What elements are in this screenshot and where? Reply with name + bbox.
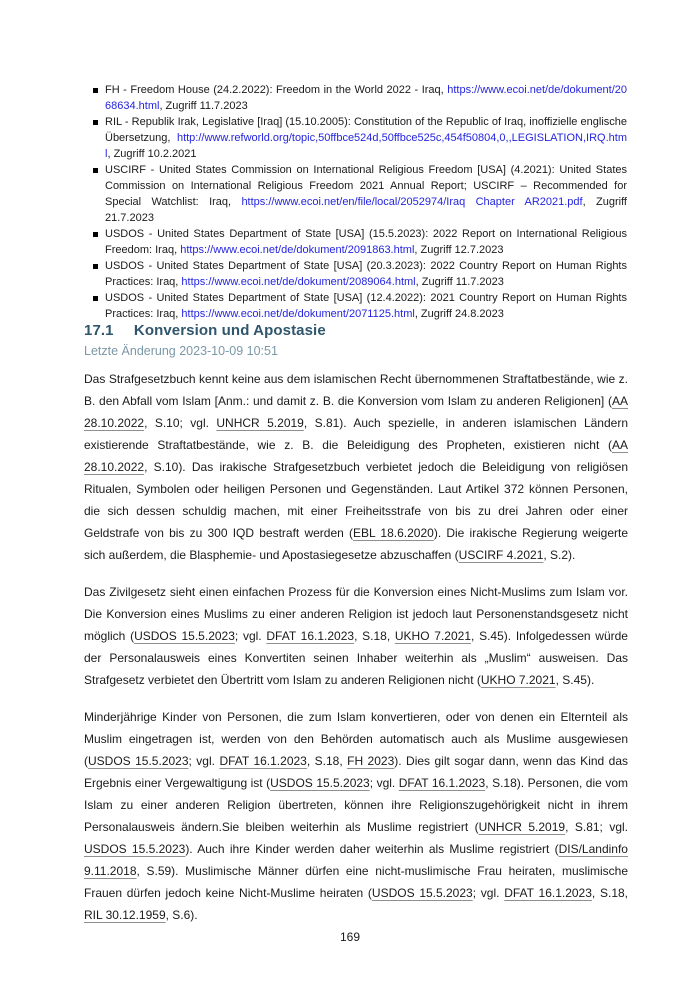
url-hyperlink[interactable]: https://www.ecoi.net/de/dokument/2091863.html xyxy=(180,244,415,256)
citation-link[interactable]: AA 28.10.2022 xyxy=(84,438,628,474)
url-hyperlink[interactable]: http://www.refworld.org/topic,50ffbce524d,50ffbce525c,454f50804,0,,LEGISLATION,IRQ.html xyxy=(105,132,627,160)
text-segment: , Zugriff 24.8.2023 xyxy=(414,308,504,320)
reference-item xyxy=(93,162,627,226)
text-segment: Das Strafgesetzbuch kennt keine aus dem islamischen Recht übernommenen Straftatbestände, wie z. B. den Abfall vom Islam [Anm.: und damit z. B. die Konversion vom Islam zu anderen Religionen] ( xyxy=(84,372,628,408)
url-hyperlink[interactable]: https://www.ecoi.net/en/file/local/2052974/Iraq Chapter AR2021.pdf xyxy=(241,196,583,208)
url-hyperlink[interactable]: https://www.ecoi.net/de/dokument/2089064.html xyxy=(181,276,416,288)
text-segment: , Zugriff 10.2.2021 xyxy=(107,148,197,160)
reference-text xyxy=(105,260,627,288)
body-paragraph xyxy=(84,368,628,566)
reference-item xyxy=(93,82,627,114)
text-segment: , Zugriff 11.7.2023 xyxy=(159,100,248,112)
reference-item xyxy=(93,114,627,162)
reference-text xyxy=(105,116,627,160)
citation-link[interactable]: UNHCR 5.2019 xyxy=(216,416,304,430)
citation-link[interactable]: EBL 18.6.2020 xyxy=(353,526,434,540)
text-segment: , S.18, xyxy=(354,629,395,643)
text-segment: FH - Freedom House (24.2.2022): Freedom in the World 2022 - Iraq, xyxy=(105,84,448,96)
reference-text xyxy=(105,84,627,112)
square-bullet-icon xyxy=(93,296,98,301)
citation-link[interactable]: DIS/Landinfo 9.11.2018 xyxy=(84,842,628,878)
square-bullet-icon xyxy=(93,168,98,173)
reference-item xyxy=(93,226,627,258)
citation-link[interactable]: USCIRF 4.2021 xyxy=(458,548,544,562)
square-bullet-icon xyxy=(93,120,98,125)
text-segment: , S.6). xyxy=(165,908,198,922)
reference-item xyxy=(93,290,627,322)
text-segment: ). Die irakische Regierung weigerte sich außerdem, die Blasphemie- und Apostasiegesetze abzuschaffen ( xyxy=(84,526,629,562)
text-segment: ; vgl. xyxy=(472,886,505,900)
citation-link[interactable]: DFAT 16.1.2023 xyxy=(219,754,307,768)
text-segment: USDOS - United States Department of State [USA] (12.4.2022): 2021 Country Report on Human Rights Practices: Iraq, xyxy=(105,292,627,320)
text-segment: , S.81; vgl. xyxy=(565,820,628,834)
text-segment: , S.18, xyxy=(306,754,348,768)
text-segment: , S.18, xyxy=(591,886,628,900)
reference-text xyxy=(105,292,627,320)
text-segment: , Zugriff 11.7.2023 xyxy=(415,276,504,288)
body-paragraph xyxy=(84,581,628,691)
text-segment: USDOS - United States Department of State [USA] (15.5.2023): 2022 Report on International Religious Freedom: Iraq, xyxy=(105,228,627,256)
citation-link[interactable]: UKHO 7.2021 xyxy=(480,673,556,687)
section-heading xyxy=(84,322,628,339)
section-title: Konversion und Apostasie xyxy=(133,322,326,339)
url-hyperlink[interactable]: https://www.ecoi.net/de/dokument/2068634.html xyxy=(105,84,627,112)
citation-link[interactable]: UNHCR 5.2019 xyxy=(478,820,566,834)
body-paragraph xyxy=(84,706,628,926)
reference-text xyxy=(105,228,627,256)
citation-link[interactable]: DFAT 16.1.2023 xyxy=(266,629,355,643)
text-segment: , S.10). Das irakische Strafgesetzbuch verbietet jedoch die Beleidigung von religiösen Ritualen, Symbolen oder heiligen Personen und Gegenständen. Laut Artikel 372 können Personen, die sich dessen schuldig machen, mit einer Freiheitsstrafe von bis zu drei Jahren oder einer Geldstrafe von bis zu 300 IQD bestraft werden ( xyxy=(84,460,628,540)
citation-link[interactable]: USDOS 15.5.2023 xyxy=(134,629,235,643)
text-segment: USDOS - United States Department of State [USA] (20.3.2023): 2022 Country Report on Human Rights Practices: Iraq, xyxy=(105,260,627,288)
text-segment: , S.2). xyxy=(543,548,576,562)
text-segment: , S.10; vgl. xyxy=(144,416,217,430)
text-segment: , Zugriff 21.7.2023 xyxy=(105,196,627,224)
section-number: 17.1 xyxy=(84,322,114,339)
reference-text xyxy=(105,164,627,224)
text-segment: ; vgl. xyxy=(188,754,220,768)
citation-link[interactable]: FH 2023 xyxy=(347,754,395,768)
square-bullet-icon xyxy=(93,232,98,237)
text-segment: Das Zivilgesetz sieht einen einfachen Prozess für die Konversion eines Nicht-Muslims zum Islam vor. Die Konversion eines Muslims zu einer anderen Religion ist jedoch laut Personenstandsgesetz nicht möglich ( xyxy=(84,585,628,643)
section-header-block xyxy=(84,322,628,358)
citation-link[interactable]: RIL 30.12.1959 xyxy=(84,908,166,922)
citation-link[interactable]: AA 28.10.2022 xyxy=(84,394,628,430)
text-segment: ). Auch ihre Kinder werden daher weiterhin als Muslime registriert ( xyxy=(185,842,559,856)
square-bullet-icon xyxy=(93,88,98,93)
url-hyperlink[interactable]: https://www.ecoi.net/de/dokument/2071125.html xyxy=(181,308,415,320)
citation-link[interactable]: USDOS 15.5.2023 xyxy=(84,842,186,856)
last-modified-date: Letzte Änderung 2023-10-09 10:51 xyxy=(84,344,278,358)
text-segment: ; vgl. xyxy=(369,776,399,790)
square-bullet-icon xyxy=(93,264,98,269)
text-segment: , S.81). Auch spezielle, in anderen islamischen Ländern existierende Straftatbestände, wie z. B. die Beleidigung des Propheten, existieren nicht ( xyxy=(84,416,629,452)
text-segment: USCIRF - United States Commission on International Religious Freedom [USA] (4.2021): United States Commission on International Religious Freedom 2021 Annual Report; USCIRF – Recommended for Special Watchlist: Iraq, xyxy=(105,164,627,208)
text-segment: RIL - Republik Irak, Legislative [Iraq] (15.10.2005): Constitution of the Republic of Iraq, inoffizielle englische Übersetzung, xyxy=(105,116,627,144)
text-segment: Minderjährige Kinder von Personen, die zum Islam konvertieren, oder von denen ein Elternteil als Muslim eingetragen ist, werden von den Behörden automatisch auch als Muslime ausgewiesen ( xyxy=(84,710,628,768)
citation-link[interactable]: UKHO 7.2021 xyxy=(394,629,471,643)
text-segment: , Zugriff 12.7.2023 xyxy=(414,244,504,256)
body-text-block xyxy=(84,368,628,941)
citation-link[interactable]: DFAT 16.1.2023 xyxy=(504,886,592,900)
citation-link[interactable]: DFAT 16.1.2023 xyxy=(398,776,486,790)
text-segment: ). Dies gilt sogar dann, wenn das Kind das Ergebnis einer Vergewaltigung ist ( xyxy=(84,754,629,790)
text-segment: , S.45). xyxy=(555,673,595,687)
text-segment: , S.59). Muslimische Männer dürfen eine nicht-muslimische Frau heiraten, muslimische Frauen dürfen jedoch keine Nicht-Muslime heiraten ( xyxy=(84,864,628,900)
text-segment: , S.18). Personen, die vom Islam zu einer anderen Religion übertreten, können ihre Religionszugehörigkeit nicht in ihrem Personalausweis ändern.Sie bleiben weiterhin als Muslime registriert ( xyxy=(84,776,628,834)
citation-link[interactable]: USDOS 15.5.2023 xyxy=(270,776,370,790)
text-segment: ; vgl. xyxy=(234,629,267,643)
citation-link[interactable]: USDOS 15.5.2023 xyxy=(88,754,189,768)
text-segment: , S.45). Infolgedessen würde der Personalausweis eines Konvertiten seinen Inhaber weiterhin als „Muslim“ ausweisen. Das Strafgesetz verbietet den Übertritt vom Islam zu anderen Religionen nicht ( xyxy=(84,629,628,687)
page-number: 169 xyxy=(339,930,361,944)
reference-item xyxy=(93,258,627,290)
references-list xyxy=(93,82,627,322)
citation-link[interactable]: USDOS 15.5.2023 xyxy=(371,886,473,900)
